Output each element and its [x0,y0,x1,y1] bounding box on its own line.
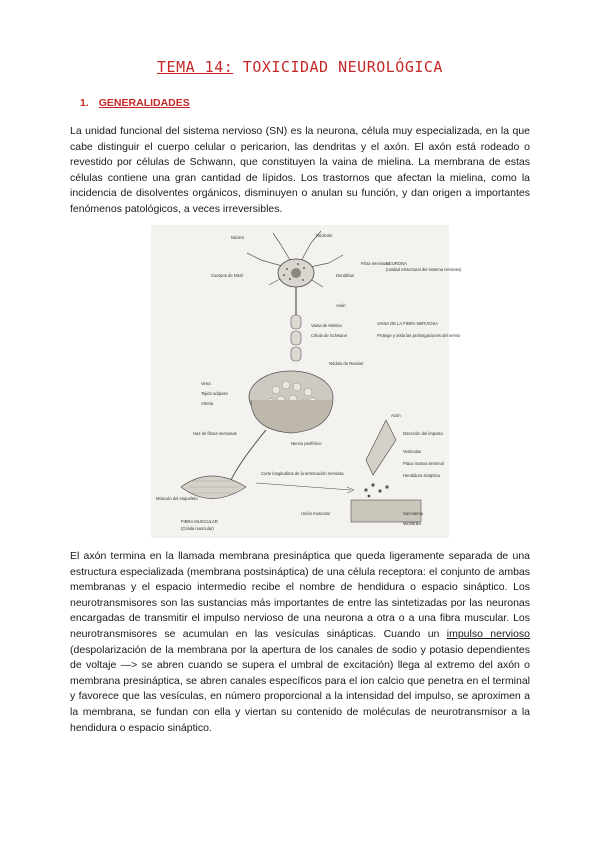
label-placa-motora: Placa motora terminal [403,461,444,466]
label-vaina-desc: Protege y aísla las prolongaciones del nervio [377,333,461,338]
label-musculo: Músculo del esqueleto [156,496,198,501]
label-vaina-mielina: Vaina de Mielina [311,323,342,328]
paragraph-synapse-b: (despolarización de la membrana por la apertura de los canales de sodio y potasio dependientes de voltaje —> se abren cuando se supera el umbral de excitación) llega al extremo del axón o membrana presináptica, se abren canales específicos para el ion calcio que penetra en el terminal y favorece que las vesículas, en número proporcional a la intensidad del impulso, se aproximen a la membrana, se fundan con ella y viertan su contenido de moléculas de neurotransmisor a la hendidura o espacio sináptico. [70,643,530,734]
paragraph-synapse [70,549,530,736]
label-sarcolema: Sarcolema [403,511,424,516]
label-axon: Axón [336,303,346,308]
label-miofibrilla: Miofibrilla [403,521,421,526]
label-fibra-nerviosa: Fibra nerviosa [361,261,388,266]
label-vesiculas: Vesículas [403,449,421,454]
section-title: GENERALIDADES [98,97,190,109]
paragraph-synapse-a: El axón termina en la llamada membrana presináptica que queda ligeramente separada de una estructura especializada (membrana postsináptica) de una célula receptora: el conjunto de ambas membranas y el espacio intermedio recibe el nombre de hendidura o espacio sináptico. Los neurotransmisores son las sustancias más importantes de entre las sintetizadas por las neuronas encargadas de transmitir el impulso nervioso de una neurona a otra o a una fibra muscular. Los neurotransmisores se acumulan en las vesículas sinápticas. Cuando un [70,550,530,640]
document-title [0,58,600,76]
section-heading [80,97,190,109]
label-fibra-muscular-desc: (Célula muscular) [181,526,214,531]
paragraph-intro: La unidad funcional del sistema nervioso (SN) es la neurona, célula muy especializada, en la que cabe distinguir el cuerpo celular o pericarion, las dendritas y el axón. El axón está rodeado o revestido por células de Schwann, que constituyen la vaina de mielina. La membrana de estas células contiene una gran cantidad de lípidos. Los trastornos que afectan la mielina, como la incidencia de disolventes orgánicos, disminuyen o anulan su función, y dan origen a importantes fenómenos patológicos, a veces irreversibles. [70,125,530,215]
label-direccion-impulso: Dirección del impulso [403,431,443,436]
label-nervio-periferico: Nervio periférico [291,441,322,446]
label-hendidura: Hendidura sináptica [403,473,441,478]
label-axon-2: Axón [391,413,401,418]
label-corte-longitudinal: Corte longitudinal de la terminación nerviosa [261,471,344,476]
label-neurona-desc: (unidad estructural del sistema nervioso) [386,267,462,272]
label-tejido-adiposo: Tejido adiposo [201,391,228,396]
title-prefix: TEMA 14: [157,58,234,76]
title-rest: TOXICIDAD NEUROLÓGICA [233,58,443,76]
label-fibra-muscular: FIBRA MUSCULAR [181,519,218,524]
label-dendritas: Dendritas [336,273,354,278]
label-haz-fibras: Haz de fibras nerviosas [193,431,237,436]
impulso-nervioso-term: impulso nervioso [446,627,530,640]
label-neurona: NEURONA [386,261,407,266]
neuron-figure [151,225,462,538]
label-arteria: Arteria [201,401,214,406]
label-nodulo-ranvier: Nódulo de Ranvier [329,361,364,366]
label-union-muscular: Unión muscular [301,511,331,516]
label-celula-schwann: Célula de Schwann [311,333,348,338]
neuron-diagram [151,225,462,538]
label-cuerpos-nissl: Cuerpos de Nissl [211,273,243,278]
label-nucleolo: Núcleolo [316,233,333,238]
label-nucleo: Núcleo [231,235,245,240]
label-vaina-fibra: VAINA DE LA FIBRA NERVIOSA [377,321,439,326]
label-vena: Vena [201,381,211,386]
section-number: 1. [80,97,89,109]
